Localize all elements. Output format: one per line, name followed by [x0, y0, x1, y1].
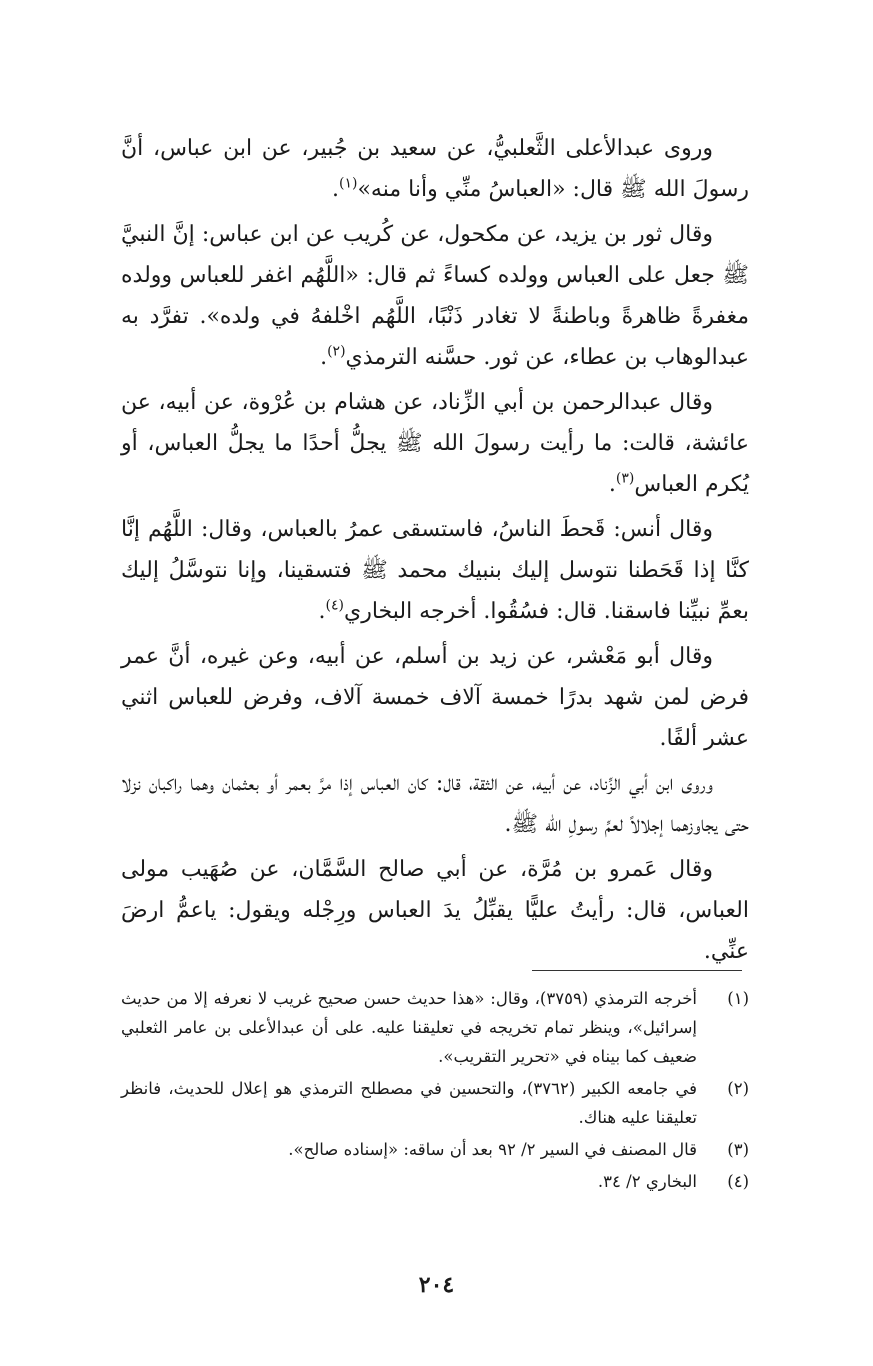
footnote-divider	[532, 970, 742, 971]
paragraph-text: وقال ثور بن يزيد، عن مكحول، عن كُريب عن ابن عباس: إنَّ النبيَّ ﷺ جعل على العباس وولده كساءً ثم قال: «اللَّهُم اغفر للعباس وولده مغفرةً ظاهرةً وباطنةً لا تغادر ذَنْبًا، اللَّهُم اخْلفهُ في ولده». تفرَّد به عبدالوهاب بن عطاء، عن ثور. حسَّنه الترمذي	[121, 222, 749, 370]
footnote-number: (٢)	[727, 1079, 749, 1098]
footnote-1	[121, 984, 749, 1071]
paragraph-5	[121, 636, 749, 759]
footnote-2	[121, 1074, 749, 1132]
paragraph-6	[121, 763, 749, 845]
footnote-text: البخاري ٢/ ٣٤.	[597, 1172, 697, 1191]
paragraph-3	[121, 382, 749, 505]
paragraph-text: وروى عبدالأعلى الثَّعلبيُّ، عن سعيد بن جُبير، عن ابن عباس، أنَّ رسولَ الله ﷺ قال: «العباسُ منِّي وأنا منه»	[121, 136, 749, 202]
footnote-text: أخرجه الترمذي (٣٧٥٩)، وقال: «هذا حديث حسن صحيح غريب لا نعرفه إلا من حديث إسرائيل»، وينظر تمام تخريجه في تعليقنا عليه. على أن عبدالأعلى بن عامر الثعلبي ضعيف كما بيناه في «تحرير التقريب».	[121, 989, 697, 1066]
footnote-number: (٣)	[727, 1140, 749, 1159]
paragraph-text: وقال عَمرو بن مُرَّة، عن أبي صالح السَّمَّان، عن صُهَيب مولى العباس، قال: رأيتُ عليًّا يقبِّلُ يدَ العباس ورِجْله ويقول: ياعمُّ ارضَ عنِّي.	[121, 857, 749, 964]
page-number: ٢٠٤	[418, 1272, 455, 1298]
paragraph-7	[121, 849, 749, 972]
paragraph-tail: .	[318, 599, 326, 624]
footnote-marker: (٤)	[325, 597, 344, 614]
paragraph-1	[121, 128, 749, 210]
paragraph-tail: .	[608, 472, 616, 497]
paragraph-text: وقال أنس: قَحطَ الناسُ، فاستسقى عمرُ بالعباس، وقال: اللَّهُم إنَّا كنَّا إذا قَحَطنا نتوسل إليك بنبيك محمد ﷺ فتسقينا، وإنا نتوسَّلُ إليك بعمِّ نبيِّنا فاسقنا. قال: فسُقُوا. أخرجه البخاري	[121, 517, 749, 624]
footnote-4	[121, 1167, 749, 1196]
paragraph-tail: .	[332, 177, 339, 202]
paragraph-2	[121, 214, 749, 378]
footnote-text: قال المصنف في السير ٢/ ٩٢ بعد أن ساقه: «إسناده صالح».	[288, 1140, 697, 1159]
footnote-text: في جامعه الكبير (٣٧٦٢)، والتحسين في مصطلح الترمذي هو إعلال للحديث، فانظر تعليقنا عليه هناك.	[121, 1079, 697, 1127]
footnote-number: (٤)	[727, 1172, 749, 1191]
paragraph-text: وقال عبدالرحمن بن أبي الزِّناد، عن هشام بن عُرْوة، عن أبيه، عن عائشة، قالت: ما رأيت رسولَ الله ﷺ يجلُّ أحدًا ما يجلُّ العباس، أو يُكرم العباس	[121, 390, 749, 497]
footnote-marker: (١)	[339, 175, 358, 192]
footnote-number: (١)	[727, 989, 749, 1008]
footnote-3	[121, 1135, 749, 1164]
footnotes-section	[121, 984, 749, 1199]
paragraph-4	[121, 509, 749, 632]
footnote-marker: (٢)	[327, 343, 346, 360]
paragraph-text: وقال أبو مَعْشر، عن زيد بن أسلم، عن أبيه، وعن غيره، أنَّ عمر فرض لمن شهد بدرًا خمسة آلاف خمسة آلاف، وفرض للعباس اثني عشر ألفًا.	[121, 644, 749, 751]
paragraph-tail: .	[320, 345, 328, 370]
main-text	[121, 128, 749, 976]
footnote-marker: (٣)	[615, 470, 635, 487]
paragraph-text: وروى ابن أبي الزِّناد، عن أبيه، عن الثقة، قال: كان العباس إذا مرَّ بعمر أو بعثمان وهما راكبان نزلا حتى يجاوزهما إجلالاً لعمِّ رسولِ الله ﷺ.	[121, 771, 749, 837]
